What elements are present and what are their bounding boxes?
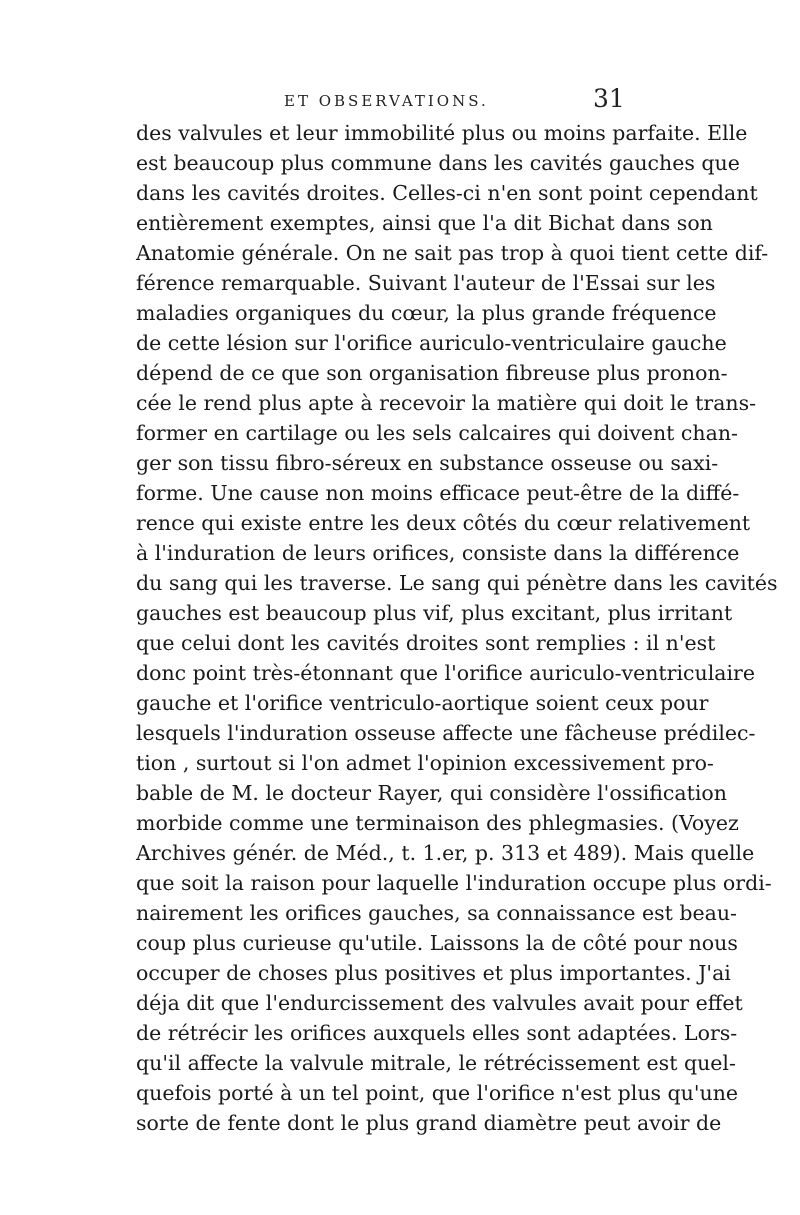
text-line: que soit la raison pour laquelle l'induration occupe plus ordi-: [136, 871, 772, 895]
text-line: quefois porté à un tel point, que l'orifice n'est plus qu'une: [136, 1081, 739, 1105]
text-line: gauches est beaucoup plus vif, plus excitant, plus irritant: [136, 601, 733, 625]
text-line: tion , surtout si l'on admet l'opinion excessivement pro-: [136, 751, 714, 775]
text-line: rence qui existe entre les deux côtés du cœur relativement: [136, 511, 751, 535]
text-line: est beaucoup plus commune dans les cavités gauches que: [136, 151, 740, 175]
text-line: donc point très-étonnant que l'orifice auriculo-ventriculaire: [136, 661, 755, 685]
text-line: forme. Une cause non moins efficace peut-être de la diffé-: [136, 481, 740, 505]
text-line: dans les cavités droites. Celles-ci n'en sont point cependant: [136, 181, 758, 205]
text-line: déja dit que l'endurcissement des valvules avait pour effet: [136, 991, 743, 1015]
text-line: Anatomie générale. On ne sait pas trop à quoi tient cette dif-: [136, 241, 769, 265]
text-line: sorte de fente dont le plus grand diamètre peut avoir de: [136, 1111, 722, 1135]
text-line: former en cartilage ou les sels calcaires qui doivent chan-: [136, 421, 738, 445]
text-line: du sang qui les traverse. Le sang qui pénètre dans les cavités: [136, 571, 778, 595]
body-text: [136, 118, 778, 1138]
text-line: dépend de ce que son organisation fibreuse plus pronon-: [136, 361, 728, 385]
text-line: lesquels l'induration osseuse affecte une fâcheuse prédilec-: [136, 721, 756, 745]
text-line: coup plus curieuse qu'utile. Laissons la de côté pour nous: [136, 931, 738, 955]
text-line: des valvules et leur immobilité plus ou moins parfaite. Elle: [136, 121, 748, 145]
text-line: nairement les orifices gauches, sa connaissance est beau-: [136, 901, 737, 925]
text-line: bable de M. le docteur Rayer, qui considère l'ossification: [136, 781, 727, 805]
text-line: Archives génér. de Méd., t. 1.er, p. 313 et 489). Mais quelle: [136, 841, 755, 865]
text-line: gauche et l'orifice ventriculo-aortique soient ceux pour: [136, 691, 709, 715]
text-line: que celui dont les cavités droites sont remplies : il n'est: [136, 631, 716, 655]
text-line: férence remarquable. Suivant l'auteur de l'Essai sur les: [136, 271, 716, 295]
text-line: maladies organiques du cœur, la plus grande fréquence: [136, 301, 717, 325]
text-line: morbide comme une terminaison des phlegmasies. (Voyez: [136, 811, 739, 835]
text-line: de rétrécir les orifices auxquels elles sont adaptées. Lors-: [136, 1021, 738, 1045]
text-line: cée le rend plus apte à recevoir la matière qui doit le trans-: [136, 391, 757, 415]
page-number: 31: [593, 84, 625, 113]
text-line: occuper de choses plus positives et plus importantes. J'ai: [136, 961, 731, 985]
text-line: entièrement exemptes, ainsi que l'a dit Bichat dans son: [136, 211, 713, 235]
text-line: de cette lésion sur l'orifice auriculo-ventriculaire gauche: [136, 331, 727, 355]
running-head: ET OBSERVATIONS.: [284, 92, 489, 110]
text-line: qu'il affecte la valvule mitrale, le rétrécissement est quel-: [136, 1051, 736, 1075]
text-line: à l'induration de leurs orifices, consiste dans la différence: [136, 541, 740, 565]
text-line: ger son tissu fibro-séreux en substance osseuse ou saxi-: [136, 451, 719, 475]
